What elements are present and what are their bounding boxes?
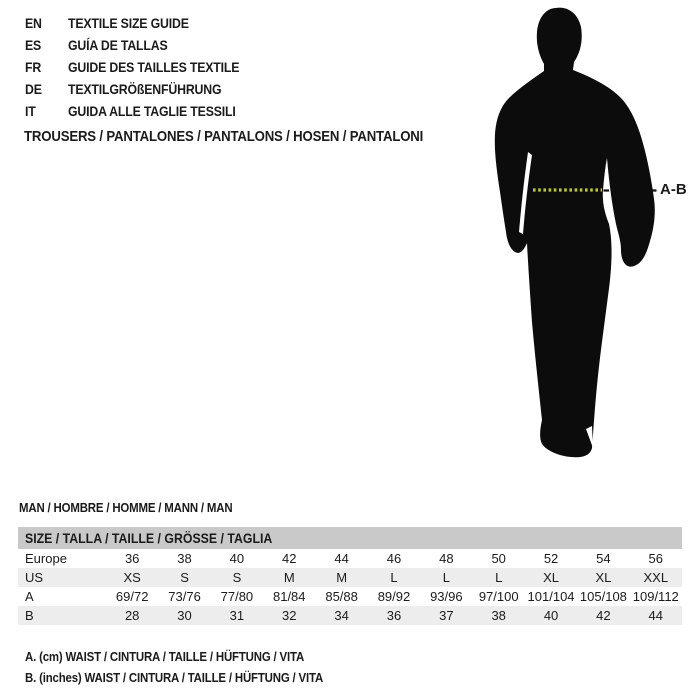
size-cell: 85/88 bbox=[325, 589, 358, 604]
language-row-en bbox=[25, 12, 263, 34]
size-cell: 30 bbox=[177, 608, 192, 623]
gender-heading: MAN / HOMBRE / HOMME / MANN / MAN bbox=[19, 500, 233, 515]
language-row-fr bbox=[25, 56, 263, 78]
table-row bbox=[18, 606, 682, 625]
table-row bbox=[18, 587, 682, 606]
size-cell: XXL bbox=[643, 570, 669, 585]
language-row-es bbox=[25, 34, 263, 56]
language-code: IT bbox=[25, 103, 36, 119]
language-code: DE bbox=[25, 81, 42, 97]
language-title: GUÍA DE TALLAS bbox=[68, 37, 168, 53]
size-cell: 54 bbox=[596, 551, 611, 566]
size-cell: 89/92 bbox=[377, 589, 411, 604]
size-cell: 81/84 bbox=[272, 589, 306, 604]
product-line-heading: TROUSERS / PANTALONES / PANTALONS / HOSEN / PANTALONI bbox=[24, 128, 424, 145]
size-table-body bbox=[18, 549, 682, 625]
row-label: A bbox=[25, 589, 34, 604]
size-cell: 93/96 bbox=[430, 589, 463, 604]
size-cell: 52 bbox=[543, 551, 559, 566]
man-silhouette-figure bbox=[460, 0, 700, 480]
language-list bbox=[25, 12, 263, 122]
size-cell: 44 bbox=[334, 551, 349, 566]
size-cell: 37 bbox=[439, 608, 454, 623]
size-cell: 77/80 bbox=[220, 589, 254, 604]
row-label: B bbox=[25, 608, 34, 623]
size-cell: 34 bbox=[334, 608, 349, 623]
row-label: Europe bbox=[25, 551, 67, 566]
footnotes bbox=[25, 646, 364, 688]
language-code: EN bbox=[25, 15, 42, 31]
size-cell: 38 bbox=[491, 608, 506, 623]
size-cell: 44 bbox=[648, 608, 663, 623]
size-cell: 38 bbox=[177, 551, 192, 566]
size-cell: 101/104 bbox=[527, 589, 575, 604]
language-title: TEXTILE SIZE GUIDE bbox=[68, 15, 189, 31]
size-cell: L bbox=[442, 570, 450, 585]
size-cell: 73/76 bbox=[168, 589, 201, 604]
table-row bbox=[18, 549, 682, 568]
language-title: GUIDA ALLE TAGLIE TESSILI bbox=[68, 103, 236, 119]
size-cell: L bbox=[390, 570, 398, 585]
size-cell: 36 bbox=[386, 608, 402, 623]
size-cell: 69/72 bbox=[115, 589, 149, 604]
size-cell: 36 bbox=[124, 551, 140, 566]
man-silhouette bbox=[495, 8, 655, 458]
size-cell: 40 bbox=[543, 608, 559, 623]
size-table bbox=[18, 527, 682, 625]
language-code: ES bbox=[25, 37, 42, 53]
size-cell: 32 bbox=[282, 608, 297, 623]
row-label: US bbox=[25, 570, 44, 585]
size-table-header: SIZE / TALLA / TAILLE / GRÖSSE / TAGLIA bbox=[18, 527, 682, 549]
size-cell: 105/108 bbox=[579, 589, 627, 604]
size-cell: S bbox=[180, 570, 189, 585]
size-cell: 109/112 bbox=[632, 589, 679, 604]
size-cell: 42 bbox=[282, 551, 297, 566]
size-cell: 46 bbox=[386, 551, 402, 566]
language-title: GUIDE DES TAILLES TEXTILE bbox=[68, 59, 240, 75]
size-cell: M bbox=[336, 570, 348, 585]
size-cell: 42 bbox=[596, 608, 611, 623]
size-cell: 50 bbox=[491, 551, 506, 566]
size-cell: XL bbox=[595, 570, 612, 585]
size-cell: 28 bbox=[124, 608, 140, 623]
language-row-it bbox=[25, 100, 263, 122]
size-cell: 56 bbox=[648, 551, 663, 566]
language-row-de bbox=[25, 78, 263, 100]
size-cell: XS bbox=[123, 570, 141, 585]
size-cell: 48 bbox=[439, 551, 454, 566]
size-cell: 40 bbox=[229, 551, 245, 566]
size-cell: L bbox=[495, 570, 503, 585]
language-code: FR bbox=[25, 59, 42, 75]
footnote-b: B. (inches) WAIST / CINTURA / TAILLE / HÜFTUNG / VITA bbox=[25, 670, 324, 685]
size-cell: S bbox=[232, 570, 242, 585]
size-cell: 97/100 bbox=[478, 589, 519, 604]
footnote-a: A. (cm) WAIST / CINTURA / TAILLE / HÜFTUNG / VITA bbox=[25, 649, 305, 664]
table-row bbox=[18, 568, 682, 587]
size-cell: M bbox=[283, 570, 295, 585]
language-title: TEXTILGRÖßENFÜHRUNG bbox=[68, 81, 222, 97]
size-cell: XL bbox=[543, 570, 559, 585]
size-cell: 31 bbox=[229, 608, 245, 623]
waist-measure-label: A-B bbox=[660, 181, 687, 198]
